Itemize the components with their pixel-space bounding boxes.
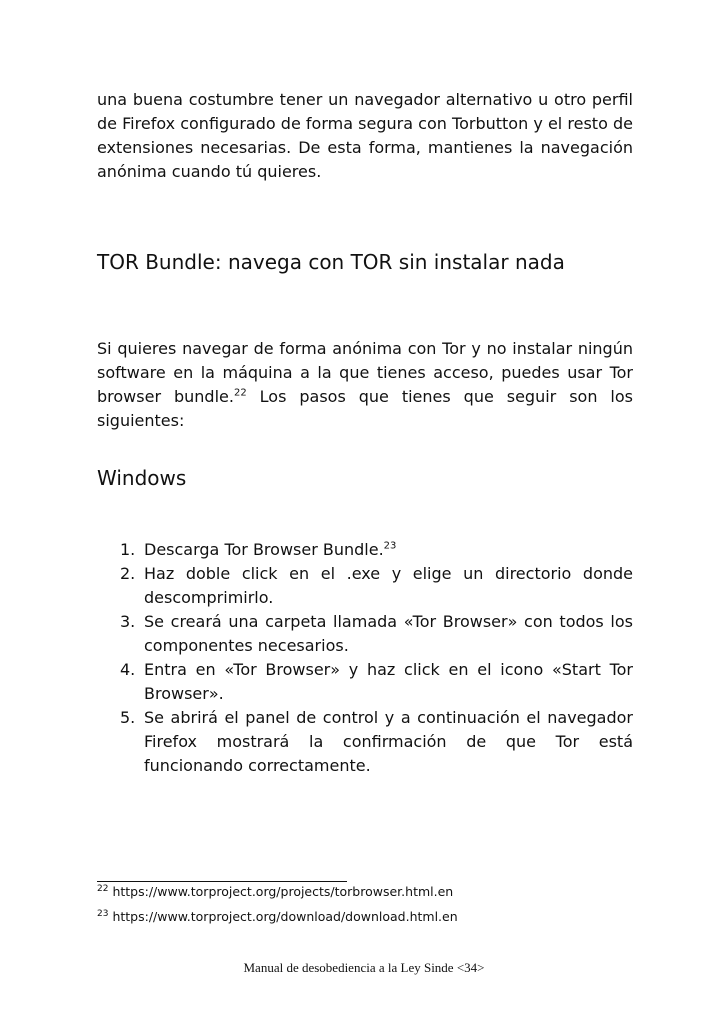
footnote-ref-22[interactable]: 22 (233, 387, 247, 399)
section-heading: TOR Bundle: navega con TOR sin instalar nada (97, 250, 565, 274)
step-text: Se creará una carpeta llamada «Tor Browser» con todos los componentes necesarios. (144, 612, 633, 655)
list-item (120, 658, 633, 706)
list-item (120, 610, 633, 658)
step-text: Entra en «Tor Browser» y haz click en el icono «Start Tor Browser». (144, 660, 633, 703)
footnote-mark: 23 (97, 908, 109, 919)
intro-text: una buena costumbre tener un navegador alternativo u otro perfil de Firefox configurado de forma segura con Torbutton y el resto de extensiones necesarias. De esta forma, mantienes la navegación anónima cuando tú quieres. (97, 90, 633, 181)
list-item (120, 562, 633, 610)
step-number: 2. (120, 564, 136, 583)
list-item (120, 706, 633, 778)
windows-subheading: Windows (97, 466, 187, 490)
footnote-mark: 22 (97, 883, 109, 894)
step-text: Descarga Tor Browser Bundle. (144, 540, 384, 559)
steps-list (120, 538, 633, 778)
footnote-23 (97, 909, 458, 925)
section-text-after: Los pasos que tienes que seguir son los siguientes: (97, 387, 633, 430)
step-text: Se abrirá el panel de control y a continuación el navegador Firefox mostrará la confirmación de que Tor está funcionando correctamente. (144, 708, 633, 775)
step-text: Haz doble click en el .exe y elige un directorio donde descomprimirlo. (144, 564, 633, 607)
step-number: 3. (120, 612, 136, 631)
page-footer: Manual de desobediencia a la Ley Sinde <34> (243, 960, 485, 975)
footnote-ref-23[interactable]: 23 (383, 540, 397, 552)
step-number: 4. (120, 660, 136, 679)
footnote-link[interactable]: https://www.torproject.org/projects/torbrowser.html.en (112, 884, 454, 899)
list-item (120, 538, 633, 562)
footnote-22 (97, 884, 453, 900)
section-text-before: Si quieres navegar de forma anónima con Tor y no instalar ningún software en la máquina a la que tienes acceso, puedes usar Tor browser bundle. (97, 339, 633, 406)
intro-paragraph (97, 88, 633, 184)
step-number: 5. (120, 708, 136, 727)
footnote-divider (97, 881, 347, 882)
section-paragraph (97, 337, 633, 433)
footnote-link[interactable]: https://www.torproject.org/download/download.html.en (112, 909, 458, 924)
step-number: 1. (120, 540, 136, 559)
